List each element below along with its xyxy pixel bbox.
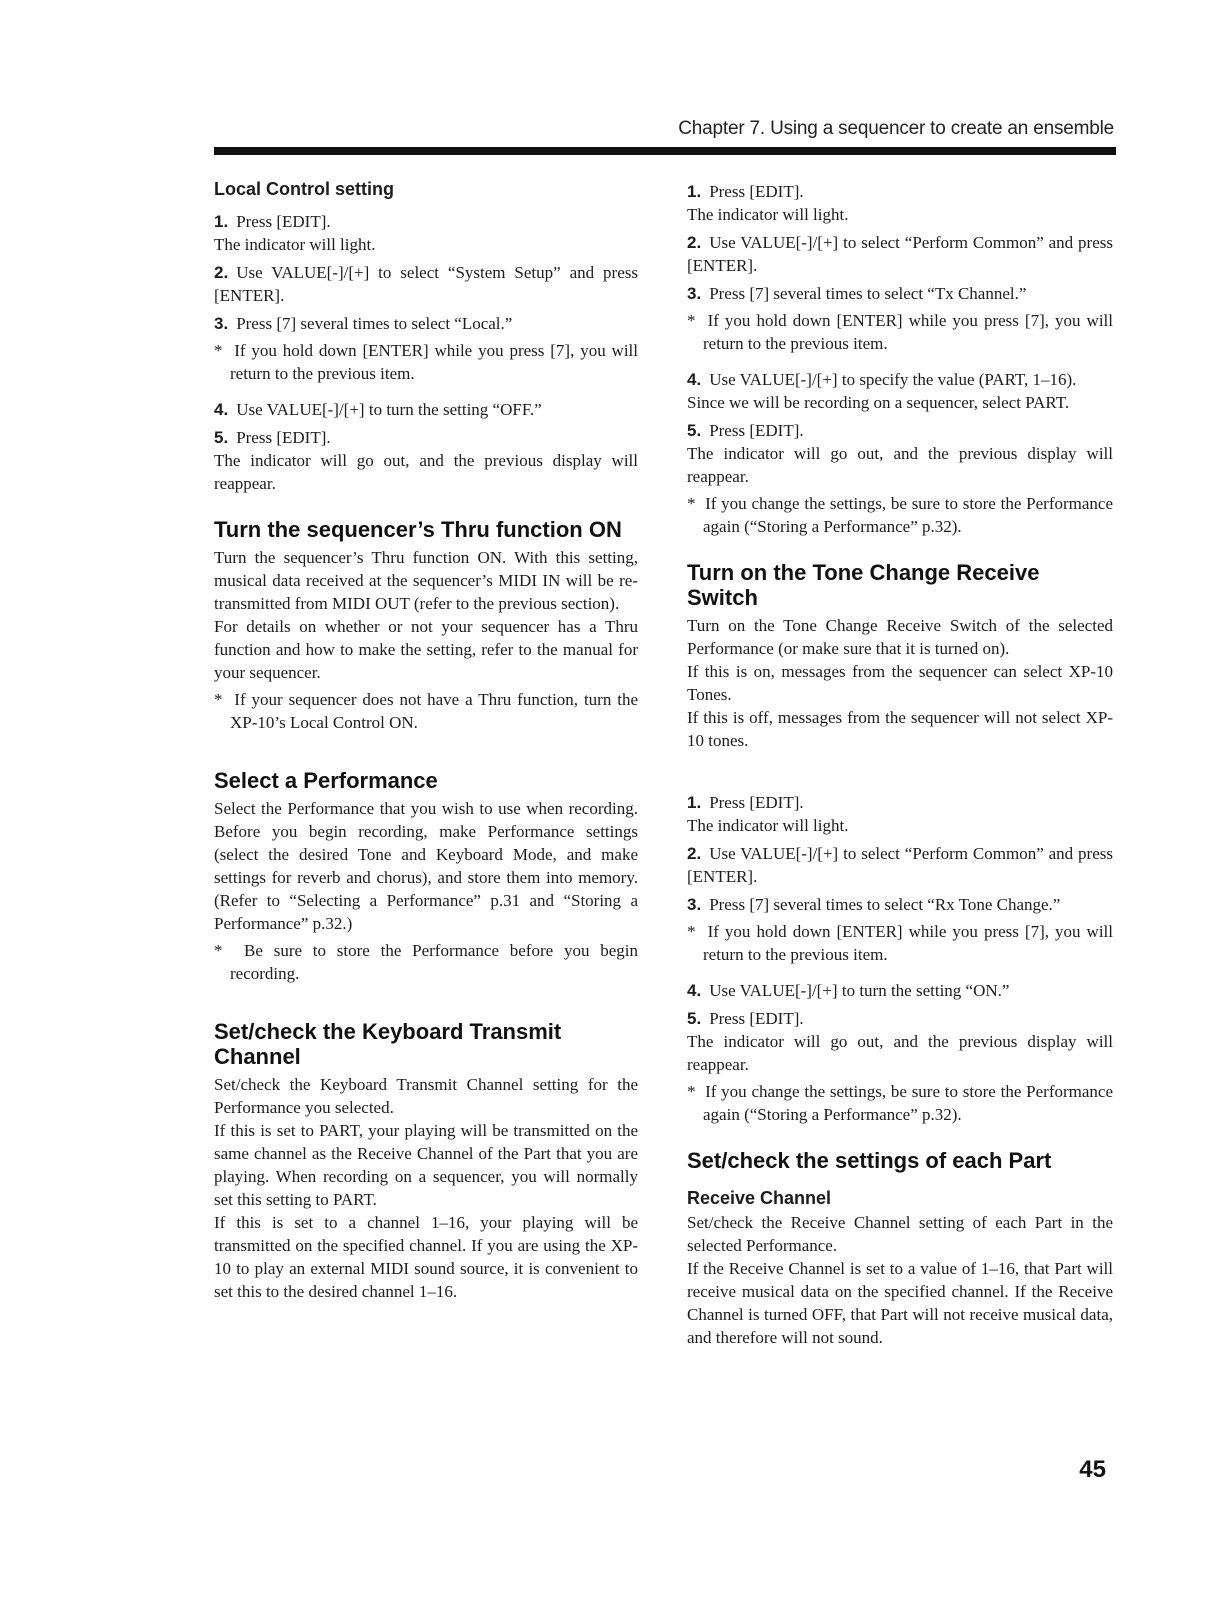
local-step-5: 5. Press [EDIT]. [214, 428, 331, 447]
tone-para-3: If this is off, messages from the sequencer will not select XP-10 tones. [687, 708, 1113, 750]
tx-step-2: 2. Use VALUE[-]/[+] to select “Perform Common” and press [ENTER]. [687, 233, 1113, 275]
chapter-header: Chapter 7. Using a sequencer to create an ensemble [678, 118, 1114, 139]
page-number: 45 [1079, 1456, 1106, 1483]
part-para-1: Set/check the Receive Channel setting of each Part in the selected Performance. [687, 1213, 1113, 1255]
select-performance-heading: Select a Performance [214, 768, 438, 793]
local-step-3: 3. Press [7] several times to select “Local.” [214, 314, 513, 333]
thru-heading: Turn the sequencer’s Thru function ON [214, 517, 622, 542]
tone-step-1-result: The indicator will light. [687, 816, 849, 835]
tone-para-1: Turn on the Tone Change Receive Switch of the selected Performance (or make sure that it is turned on). [687, 616, 1113, 658]
kbd-para-3: If this is set to a channel 1–16, your playing will be transmitted on the specified channel. If you are using the XP-10 to play an external MIDI sound source, it is convenient to set this to the desired channel 1–16. [214, 1213, 638, 1301]
tone-step-5: 5. Press [EDIT]. [687, 1009, 804, 1028]
perf-note: * Be sure to store the Performance before you begin recording. [214, 941, 638, 983]
tx-step-1-result: The indicator will light. [687, 205, 849, 224]
tx-step-4-result: Since we will be recording on a sequencer, select PART. [687, 393, 1070, 412]
right-column [687, 176, 1113, 1349]
part-settings-heading: Set/check the settings of each Part [687, 1148, 1052, 1173]
tone-change-heading: Turn on the Tone Change Receive Switch [687, 560, 1040, 610]
tone-step-1: 1. Press [EDIT]. [687, 793, 804, 812]
local-step-1-result: The indicator will light. [214, 235, 376, 254]
thru-para-2: For details on whether or not your sequencer has a Thru function and how to make the setting, refer to the manual for your sequencer. [214, 617, 638, 682]
thru-para-1: Turn the sequencer’s Thru function ON. With this setting, musical data received at the sequencer’s MIDI IN will be re-transmitted from MIDI OUT (refer to the previous section). [214, 548, 638, 613]
tx-step-3: 3. Press [7] several times to select “Tx Channel.” [687, 284, 1027, 303]
tone-note: * If you change the settings, be sure to store the Performance again (“Storing a Performance” p.32). [687, 1082, 1114, 1124]
tone-step-2: 2. Use VALUE[-]/[+] to select “Perform Common” and press [ENTER]. [687, 844, 1113, 886]
tone-step-3-note: * If you hold down [ENTER] while you press [7], you will return to the previous item. [687, 922, 1114, 964]
local-step-2: 2. Use VALUE[-]/[+] to select “System Setup” and press [ENTER]. [214, 263, 638, 305]
local-step-4: 4. Use VALUE[-]/[+] to turn the setting “OFF.” [214, 400, 542, 419]
part-para-2: If the Receive Channel is set to a value of 1–16, that Part will receive musical data on the specified channel. If the Receive Channel is turned OFF, that Part will not receive musical data, and therefore will not sound. [687, 1259, 1113, 1347]
local-control-heading: Local Control setting [214, 179, 394, 199]
tone-step-5-result: The indicator will go out, and the previous display will reappear. [687, 1032, 1113, 1074]
left-column [214, 176, 638, 1303]
kbd-para-1: Set/check the Keyboard Transmit Channel setting for the Performance you selected. [214, 1075, 638, 1117]
local-step-1: 1. Press [EDIT]. [214, 212, 331, 231]
thru-note: * If your sequencer does not have a Thru function, turn the XP-10’s Local Control ON. [214, 690, 638, 732]
tone-step-4: 4. Use VALUE[-]/[+] to turn the setting “ON.” [687, 981, 1010, 1000]
local-step-5-result: The indicator will go out, and the previous display will reappear. [214, 451, 638, 493]
tone-step-3: 3. Press [7] several times to select “Rx Tone Change.” [687, 895, 1061, 914]
tx-step-5-result: The indicator will go out, and the previous display will reappear. [687, 444, 1113, 486]
tx-step-1: 1. Press [EDIT]. [687, 182, 804, 201]
receive-channel-subheading: Receive Channel [687, 1188, 832, 1208]
tx-note: * If you change the settings, be sure to store the Performance again (“Storing a Performance” p.32). [687, 494, 1114, 536]
kbd-para-2: If this is set to PART, your playing will be transmitted on the same channel as the Receive Channel of the Part that you are playing. When recording on a sequencer, you will normally set this setting to PART. [214, 1121, 638, 1209]
tx-step-4: 4. Use VALUE[-]/[+] to specify the value (PART, 1–16). [687, 370, 1077, 389]
tx-step-3-note: * If you hold down [ENTER] while you press [7], you will return to the previous item. [687, 311, 1114, 353]
perf-para-1: Select the Performance that you wish to use when recording. Before you begin recording, make Performance settings (select the desired Tone and Keyboard Mode, and make settings for reverb and chorus), and store them into memory. (Refer to “Selecting a Performance” p.31 and “Storing a Performance” p.32.) [214, 799, 638, 933]
keyboard-transmit-heading: Set/check the Keyboard Transmit Channel [214, 1019, 562, 1069]
header-rule [214, 147, 1116, 155]
local-step-3-note: * If you hold down [ENTER] while you press [7], you will return to the previous item. [214, 341, 639, 383]
tone-para-2: If this is on, messages from the sequencer can select XP-10 Tones. [687, 662, 1113, 704]
tx-step-5: 5. Press [EDIT]. [687, 421, 804, 440]
